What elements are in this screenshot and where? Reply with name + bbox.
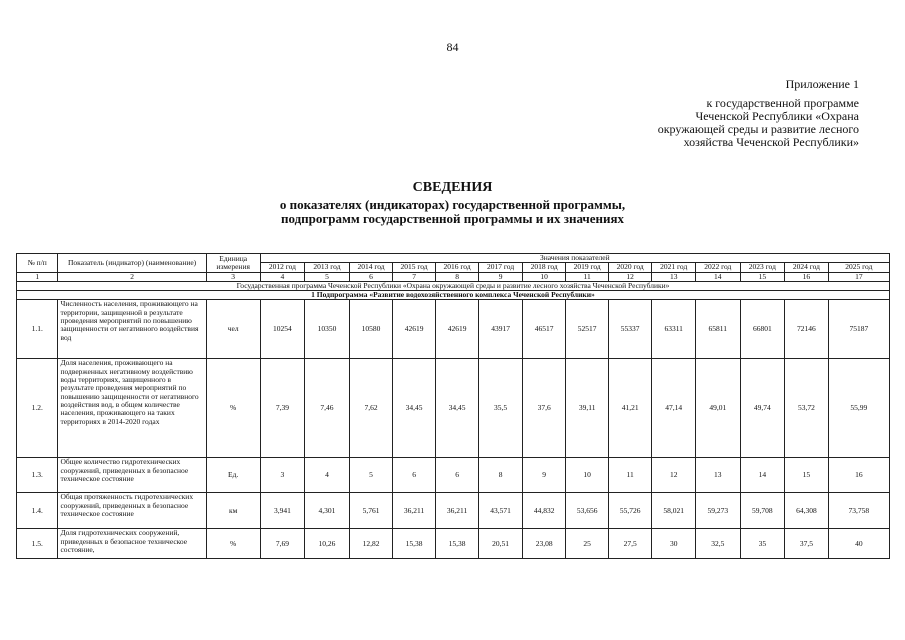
value-cell: 10 [566, 458, 609, 493]
header-year: 2017 год [479, 263, 523, 272]
value-cell: 13 [695, 458, 740, 493]
value-cell: 12,82 [349, 529, 393, 559]
value-cell: 23,08 [522, 529, 566, 559]
value-cell: 35 [740, 529, 785, 559]
unit-cell: % [206, 529, 260, 559]
column-number: 16 [785, 272, 829, 281]
value-cell: 43,571 [479, 493, 523, 529]
value-cell: 20,51 [479, 529, 523, 559]
value-cell: 3,941 [260, 493, 305, 529]
column-number: 6 [349, 272, 393, 281]
header-year: 2020 год [608, 263, 652, 272]
value-cell: 40 [828, 529, 889, 559]
value-cell: 73,758 [828, 493, 889, 529]
header-year: 2015 год [393, 263, 436, 272]
column-number: 12 [608, 272, 652, 281]
value-cell: 55,726 [608, 493, 652, 529]
indicator-name: Доля гидротехнических сооружений, приведенных в безопасное техническое состояние, [58, 529, 206, 559]
indicators-table [16, 253, 890, 559]
header-year: 2022 год [695, 263, 740, 272]
value-cell: 55,99 [828, 359, 889, 458]
appendix-line: хозяйства Чеченской Республики» [683, 135, 859, 149]
table-row [17, 493, 890, 529]
value-cell: 58,021 [652, 493, 696, 529]
value-cell: 59,273 [695, 493, 740, 529]
value-cell: 5 [349, 458, 393, 493]
column-number: 1 [17, 272, 58, 281]
value-cell: 35,5 [479, 359, 523, 458]
unit-cell: % [206, 359, 260, 458]
column-number: 2 [58, 272, 206, 281]
header-year: 2019 год [566, 263, 609, 272]
value-cell: 34,45 [435, 359, 479, 458]
value-cell: 25 [566, 529, 609, 559]
value-cell: 10,26 [305, 529, 350, 559]
value-cell: 49,01 [695, 359, 740, 458]
value-cell: 55337 [608, 300, 652, 359]
subprogram-title: 1 Подпрограмма «Развитие водохозяйственного комплекса Чеченской Республики» [17, 291, 890, 300]
value-cell: 72146 [785, 300, 829, 359]
header-year: 2016 год [435, 263, 479, 272]
table-row [17, 458, 890, 493]
value-cell: 49,74 [740, 359, 785, 458]
column-number: 9 [479, 272, 523, 281]
value-cell: 6 [435, 458, 479, 493]
column-number: 5 [305, 272, 350, 281]
column-number: 7 [393, 272, 436, 281]
value-cell: 53,72 [785, 359, 829, 458]
row-number: 1.3. [17, 458, 58, 493]
indicator-name: Общее количество гидротехнических сооружений, приведенных в безопасное техническое состояние [58, 458, 206, 493]
row-number: 1.5. [17, 529, 58, 559]
column-number: 3 [206, 272, 260, 281]
value-cell: 8 [479, 458, 523, 493]
header-year: 2013 год [305, 263, 350, 272]
unit-cell: Ед. [206, 458, 260, 493]
row-number: 1.2. [17, 359, 58, 458]
value-cell: 14 [740, 458, 785, 493]
value-cell: 36,211 [435, 493, 479, 529]
column-number: 15 [740, 272, 785, 281]
value-cell: 47,14 [652, 359, 696, 458]
value-cell: 15,38 [435, 529, 479, 559]
value-cell: 64,308 [785, 493, 829, 529]
header-year: 2018 год [522, 263, 566, 272]
indicator-name: Общая протяженность гидротехнических сооружений, приведенных в безопасное техническое состояние [58, 493, 206, 529]
value-cell: 53,656 [566, 493, 609, 529]
indicator-name: Доля населения, проживающего на подверженных негативному воздействию воды территориях, защищенного в результате проведения мероприятий по повышению защищенности от негативного воздействия вод, в общем количестве населения, проживающего на таких территориях в 2014-2020 годах [58, 359, 206, 458]
value-cell: 10350 [305, 300, 350, 359]
value-cell: 3 [260, 458, 305, 493]
header-year: 2012 год [260, 263, 305, 272]
value-cell: 4 [305, 458, 350, 493]
value-cell: 6 [393, 458, 436, 493]
value-cell: 42619 [435, 300, 479, 359]
column-number: 11 [566, 272, 609, 281]
value-cell: 15,38 [393, 529, 436, 559]
column-number: 14 [695, 272, 740, 281]
header-values-group: Значения показателей [260, 254, 889, 263]
value-cell: 7,62 [349, 359, 393, 458]
header-year: 2023 год [740, 263, 785, 272]
value-cell: 34,45 [393, 359, 436, 458]
value-cell: 10254 [260, 300, 305, 359]
value-cell: 39,11 [566, 359, 609, 458]
column-number: 10 [522, 272, 566, 281]
row-number: 1.1. [17, 300, 58, 359]
value-cell: 44,832 [522, 493, 566, 529]
document-subtitle: о показателях (индикаторах) государственной программы, [279, 197, 626, 212]
header-year: 2024 год [785, 263, 829, 272]
document-heading [0, 180, 905, 226]
value-cell: 27,5 [608, 529, 652, 559]
row-number: 1.4. [17, 493, 58, 529]
header-num: № п/п [17, 254, 58, 273]
value-cell: 65811 [695, 300, 740, 359]
document-title: СВЕДЕНИЯ [412, 180, 493, 195]
value-cell: 7,39 [260, 359, 305, 458]
value-cell: 15 [785, 458, 829, 493]
value-cell: 16 [828, 458, 889, 493]
value-cell: 75187 [828, 300, 889, 359]
header-indicator: Показатель (индикатор) (наименование) [58, 254, 206, 273]
value-cell: 36,211 [393, 493, 436, 529]
value-cell: 7,69 [260, 529, 305, 559]
page-number: 84 [446, 40, 459, 54]
value-cell: 41,21 [608, 359, 652, 458]
value-cell: 59,708 [740, 493, 785, 529]
value-cell: 43917 [479, 300, 523, 359]
appendix-line: окружающей среды и развитие лесного [657, 122, 859, 136]
indicator-name: Численность населения, проживающего на территории, защищенной в результате проведения мероприятий по повышению защищенности от негативного воздействия вод [58, 300, 206, 359]
value-cell: 10580 [349, 300, 393, 359]
value-cell: 66801 [740, 300, 785, 359]
column-number: 4 [260, 272, 305, 281]
header-year: 2025 год [828, 263, 889, 272]
header-year: 2014 год [349, 263, 393, 272]
table-row [17, 529, 890, 559]
value-cell: 5,761 [349, 493, 393, 529]
value-cell: 4,301 [305, 493, 350, 529]
unit-cell: км [206, 493, 260, 529]
appendix-block [658, 78, 859, 149]
value-cell: 7,46 [305, 359, 350, 458]
header-unit: Единица измерения [206, 254, 260, 273]
appendix-line: к государственной программе [706, 96, 859, 110]
table-row [17, 359, 890, 458]
value-cell: 9 [522, 458, 566, 493]
column-number: 13 [652, 272, 696, 281]
value-cell: 37,6 [522, 359, 566, 458]
column-number: 17 [828, 272, 889, 281]
document-subtitle: подпрограмм государственной программы и их значениях [280, 211, 625, 226]
value-cell: 32,5 [695, 529, 740, 559]
table-row [17, 300, 890, 359]
unit-cell: чел [206, 300, 260, 359]
header-year: 2021 год [652, 263, 696, 272]
appendix-title: Приложение 1 [785, 77, 859, 91]
column-number: 8 [435, 272, 479, 281]
value-cell: 46517 [522, 300, 566, 359]
appendix-line: Чеченской Республики «Охрана [695, 109, 859, 123]
value-cell: 12 [652, 458, 696, 493]
value-cell: 52517 [566, 300, 609, 359]
value-cell: 42619 [393, 300, 436, 359]
value-cell: 37,5 [785, 529, 829, 559]
value-cell: 30 [652, 529, 696, 559]
value-cell: 11 [608, 458, 652, 493]
value-cell: 63311 [652, 300, 696, 359]
program-title: Государственная программа Чеченской Республики «Охрана окружающей среды и развитие лесного хозяйства Чеченской Республики» [17, 281, 890, 290]
